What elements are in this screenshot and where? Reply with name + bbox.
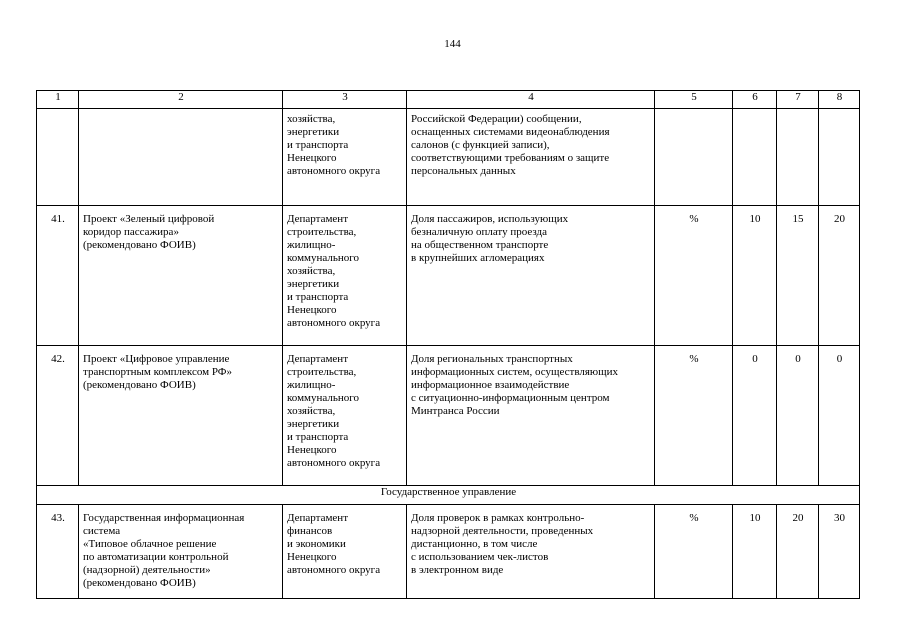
unit-cell: %: [655, 206, 733, 346]
responsible-cell: Департамент строительства, жилищно- коммунального хозяйства, энергетики и транспорта Ненецкого автономного округа: [283, 206, 407, 346]
table-header-row: [37, 91, 860, 109]
value-cell: 10: [733, 206, 777, 346]
row-number: 42.: [37, 346, 79, 486]
value-cell: 20: [777, 505, 819, 599]
header-cell: 3: [283, 91, 407, 109]
responsible-cell: хозяйства, энергетики и транспорта Ненецкого автономного округа: [283, 109, 407, 206]
unit-cell: [655, 109, 733, 206]
header-cell: 4: [407, 91, 655, 109]
header-cell: 6: [733, 91, 777, 109]
indicator-cell: Доля пассажиров, использующих безналичную оплату проезда на общественном транспорте в крупнейших агломерациях: [407, 206, 655, 346]
value-cell: 0: [819, 346, 860, 486]
value-cell: 15: [777, 206, 819, 346]
value-cell: 0: [777, 346, 819, 486]
value-cell: [819, 109, 860, 206]
page-number: 144: [444, 38, 461, 50]
row-number: [37, 109, 79, 206]
header-cell: 1: [37, 91, 79, 109]
row-number: 43.: [37, 505, 79, 599]
section-title: Государственное управление: [37, 486, 860, 505]
table-row: [37, 505, 860, 599]
header-cell: 2: [79, 91, 283, 109]
section-row: [37, 486, 860, 505]
project-cell: Государственная информационная система «Типовое облачное решение по автоматизации контрольной (надзорной) деятельности» (рекомендовано ФОИВ): [79, 505, 283, 599]
value-cell: 30: [819, 505, 860, 599]
header-cell: 8: [819, 91, 860, 109]
project-cell: Проект «Зеленый цифровой коридор пассажира» (рекомендовано ФОИВ): [79, 206, 283, 346]
indicator-cell: Российской Федерации) сообщении, оснащенных системами видеонаблюдения салонов (с функцией записи), соответствующими требованиям о защите персональных данных: [407, 109, 655, 206]
header-cell: 5: [655, 91, 733, 109]
responsible-cell: Департамент финансов и экономики Ненецкого автономного округа: [283, 505, 407, 599]
value-cell: [777, 109, 819, 206]
value-cell: 20: [819, 206, 860, 346]
value-cell: [733, 109, 777, 206]
project-cell: [79, 109, 283, 206]
indicators-table: [36, 90, 860, 599]
table-row: [37, 346, 860, 486]
unit-cell: %: [655, 505, 733, 599]
unit-cell: %: [655, 346, 733, 486]
header-cell: 7: [777, 91, 819, 109]
indicator-cell: Доля проверок в рамках контрольно- надзорной деятельности, проведенных дистанционно, в том числе с использованием чек-листов в электронном виде: [407, 505, 655, 599]
table-row: [37, 206, 860, 346]
project-cell: Проект «Цифровое управление транспортным комплексом РФ» (рекомендовано ФОИВ): [79, 346, 283, 486]
value-cell: 0: [733, 346, 777, 486]
table-row-continuation: [37, 109, 860, 206]
responsible-cell: Департамент строительства, жилищно- коммунального хозяйства, энергетики и транспорта Ненецкого автономного округа: [283, 346, 407, 486]
value-cell: 10: [733, 505, 777, 599]
row-number: 41.: [37, 206, 79, 346]
indicator-cell: Доля региональных транспортных информационных систем, осуществляющих информационное взаимодействие с ситуационно-информационным центром Минтранса России: [407, 346, 655, 486]
